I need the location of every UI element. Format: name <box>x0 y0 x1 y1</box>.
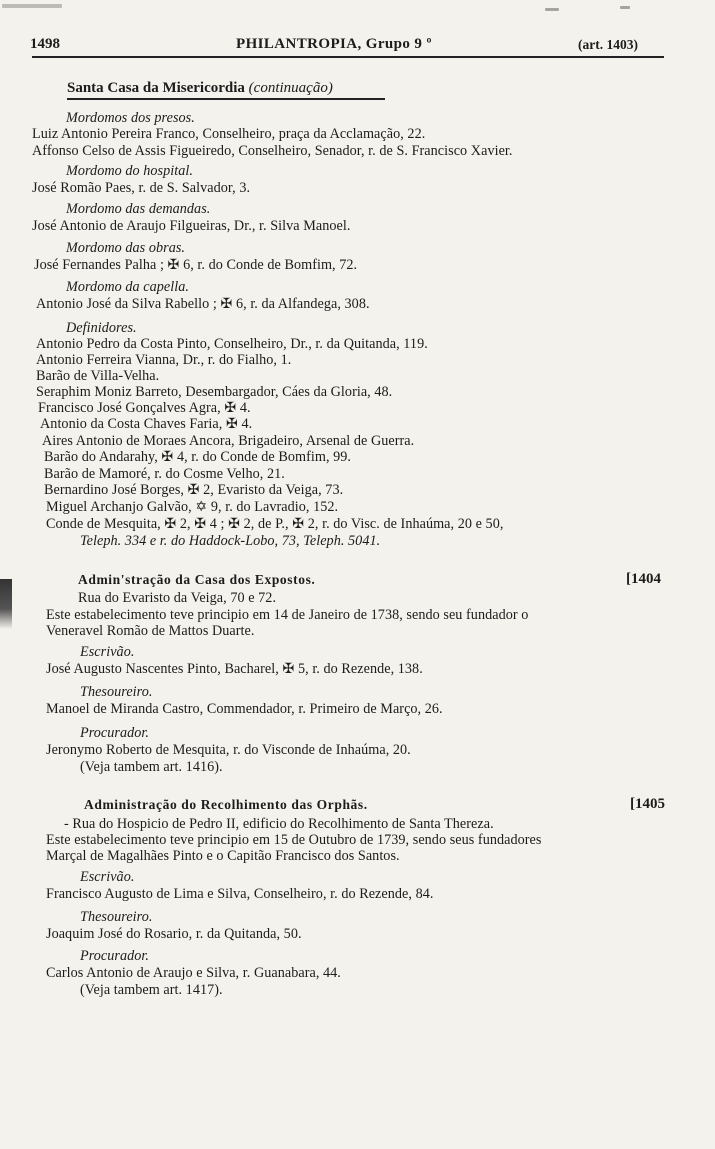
entry-line: Jeronymo Roberto de Mesquita, r. do Visconde de Inhaúma, 20. <box>46 742 411 758</box>
entry-line: - Rua do Hospicio de Pedro II, edificio do Recolhimento de Santa Thereza. <box>64 816 494 832</box>
entry-line: Carlos Antonio de Araujo e Silva, r. Guanabara, 44. <box>46 965 341 981</box>
article-reference: (art. 1403) <box>578 37 638 52</box>
entry-line: Antonio José da Silva Rabello ; ✠ 6, r. da Alfandega, 308. <box>36 296 370 312</box>
role-heading: Mordomo do hospital. <box>66 163 193 179</box>
role-heading: Mordomo da capella. <box>66 279 189 295</box>
section-heading: Administração do Recolhimento das Orphãs. <box>84 797 368 812</box>
entry-line: Barão de Villa-Velha. <box>36 368 160 384</box>
entry-line: Seraphim Moniz Barreto, Desembargador, Cáes da Gloria, 48. <box>36 384 393 400</box>
entry-line: (Veja tambem art. 1416). <box>80 759 223 775</box>
scan-speck <box>545 8 559 11</box>
scan-speck <box>620 6 630 9</box>
role-heading: Thesoureiro. <box>80 909 153 925</box>
binding-edge <box>0 579 12 629</box>
role-heading: Escrivão. <box>80 869 135 885</box>
section-subtitle: (continuação) <box>248 80 333 96</box>
entry-line: Bernardino José Borges, ✠ 2, Evaristo da Veiga, 73. <box>44 482 344 498</box>
entry-line: Francisco Augusto de Lima e Silva, Conselheiro, r. do Rezende, 84. <box>46 886 434 902</box>
entry-line: (Veja tambem art. 1417). <box>80 982 223 998</box>
entry-line: Barão de Mamoré, r. do Cosme Velho, 21. <box>44 466 285 482</box>
section-heading: Admin'stração da Casa dos Expostos. <box>78 572 316 587</box>
article-number: [1404 <box>626 571 661 587</box>
entry-line: Veneravel Romão de Mattos Duarte. <box>46 623 255 639</box>
role-heading: Mordomos dos presos. <box>66 110 195 126</box>
entry-line: Manoel de Miranda Castro, Commendador, r. Primeiro de Março, 26. <box>46 701 443 717</box>
entry-line: José Romão Paes, r. de S. Salvador, 3. <box>32 180 251 196</box>
entry-line: Antonio da Costa Chaves Faria, ✠ 4. <box>40 416 253 432</box>
role-heading: Thesoureiro. <box>80 684 153 700</box>
entry-line: Este estabelecimento teve principio em 15 de Outubro de 1739, sendo seus fundadores <box>46 832 542 848</box>
entry-line: Antonio Ferreira Vianna, Dr., r. do Fialho, 1. <box>36 352 292 368</box>
entry-line: Este estabelecimento teve principio em 14 de Janeiro de 1738, sendo seu fundador o <box>46 607 529 623</box>
scan-speck <box>2 4 62 8</box>
entry-line: Rua do Evaristo da Veiga, 70 e 72. <box>78 590 277 606</box>
entry-line: Teleph. 334 e r. do Haddock-Lobo, 73, Teleph. 5041. <box>80 533 381 549</box>
entry-line: Francisco José Gonçalves Agra, ✠ 4. <box>38 400 251 416</box>
entry-line: Antonio Pedro da Costa Pinto, Conselheiro, Dr., r. da Quitanda, 119. <box>36 336 428 352</box>
entry-line: Miguel Archanjo Galvão, ✡ 9, r. do Lavradio, 152. <box>46 499 339 515</box>
entry-line: Luiz Antonio Pereira Franco, Conselheiro, praça da Acclamação, 22. <box>32 126 426 142</box>
role-heading: Mordomo das demandas. <box>66 201 211 217</box>
entry-line: Barão do Andarahy, ✠ 4, r. do Conde de Bomfim, 99. <box>44 449 352 465</box>
header-rule <box>32 56 664 58</box>
entry-line: Aires Antonio de Moraes Ancora, Brigadeiro, Arsenal de Guerra. <box>42 433 415 449</box>
entry-line: Conde de Mesquita, ✠ 2, ✠ 4 ; ✠ 2, de P., ✠ 2, r. do Visc. de Inhaúma, 20 e 50, <box>46 516 504 532</box>
entry-line: Joaquim José do Rosario, r. da Quitanda, 50. <box>46 926 302 942</box>
entry-line: José Fernandes Palha ; ✠ 6, r. do Conde de Bomfim, 72. <box>34 257 358 273</box>
section-title <box>67 80 333 97</box>
section-rule <box>67 98 385 100</box>
section-title-text: Santa Casa da Misericordia <box>67 80 245 96</box>
role-heading: Procurador. <box>80 948 149 964</box>
entry-line: Marçal de Magalhães Pinto e o Capitão Francisco dos Santos. <box>46 848 400 864</box>
role-heading: Escrivão. <box>80 644 135 660</box>
role-heading: Procurador. <box>80 725 149 741</box>
entry-line: Affonso Celso de Assis Figueiredo, Conselheiro, Senador, r. de S. Francisco Xavier. <box>32 143 513 159</box>
role-heading: Definidores. <box>66 320 137 336</box>
running-title: PHILANTROPIA, Grupo 9 º <box>236 36 432 52</box>
article-number: [1405 <box>630 796 665 812</box>
role-heading: Mordomo das obras. <box>66 240 186 256</box>
entry-line: José Augusto Nascentes Pinto, Bacharel, ✠ 5, r. do Rezende, 138. <box>46 661 423 677</box>
page-number: 1498 <box>30 36 60 52</box>
entry-line: José Antonio de Araujo Filgueiras, Dr., r. Silva Manoel. <box>32 218 351 234</box>
